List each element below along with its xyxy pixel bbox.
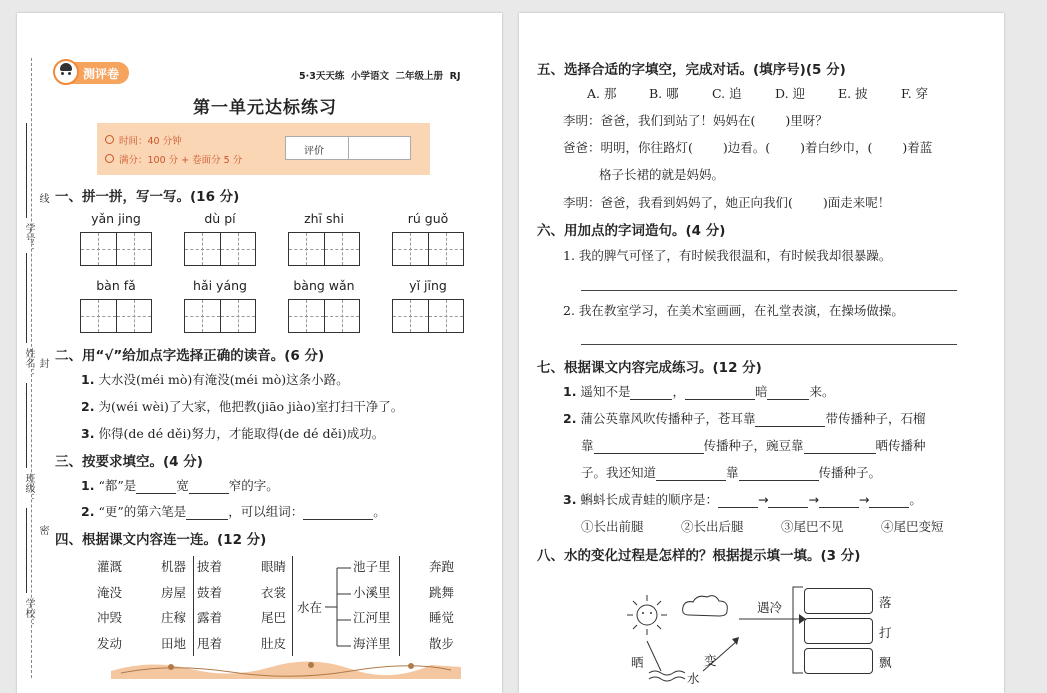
section-8-title: 八、水的变化过程是怎样的？根据提示填一填。(3 分) — [537, 548, 861, 564]
s8-answer-box-1[interactable] — [804, 588, 873, 614]
s7-item-2a: 2. 蒲公英靠风吹传播种子，苍耳靠 带传播种子，石榴 — [563, 411, 926, 426]
blank[interactable] — [768, 495, 808, 508]
s8-answer-box-3[interactable] — [804, 648, 873, 674]
xuehao-line — [26, 123, 27, 218]
section-1-title: 一、拼一拼，写一写。(16 分) — [55, 189, 240, 205]
s6-answer-line-1[interactable] — [581, 290, 957, 291]
time-limit: 时间：40 分钟 — [119, 136, 182, 147]
worksheet-page-left — [17, 13, 502, 693]
bian-label: 变 — [704, 653, 717, 668]
section-5-title: 五、选择合适的字填空，完成对话。(填序号)(5 分) — [537, 62, 846, 78]
s7-opt-2: ②长出后腿 — [681, 519, 744, 534]
evaluation-box — [285, 136, 411, 160]
info-box — [97, 123, 430, 175]
s6-item-2: 2. 我在教室学习，在美术室画画，在礼堂表演，在操场做操。 — [563, 303, 904, 318]
s6-item-1: 1. 我的脾气可怪了，有时候我很温和，有时候我却很暴躁。 — [563, 248, 892, 263]
s7-item-2b: 靠 传播种子，豌豆靠 晒传播种 — [581, 438, 926, 453]
pinyin-4: rú guǒ — [407, 211, 449, 226]
s4-bracket — [323, 559, 353, 655]
s8-bracket — [791, 585, 805, 675]
s3-item-1: 1. “都”是 宽 窄的字。 — [81, 478, 279, 493]
pinyin-6: hǎi yáng — [193, 278, 247, 293]
s4-col-2: 机器 房屋 庄稼 田地 — [161, 559, 187, 651]
s5-dialog-3: 李明：爸爸，我看到妈妈了，她正向我们( )面走来呢！ — [563, 195, 891, 210]
side-label-xingming: 姓名： — [23, 348, 34, 378]
s5-dialog-2-cont: 格子长裙的就是妈妈。 — [599, 167, 725, 182]
section-4-title: 四、根据课文内容连一连。(12 分) — [55, 532, 267, 548]
banji-line — [26, 383, 27, 468]
s4-divider-2 — [292, 556, 293, 656]
badge — [55, 62, 129, 84]
s8-label-da: 打 — [879, 625, 892, 640]
blank[interactable] — [869, 495, 909, 508]
badge-label: 测评卷 — [83, 67, 120, 81]
clock-icon — [105, 135, 114, 144]
blank[interactable] — [303, 507, 373, 520]
xuexiao-line — [26, 508, 27, 593]
s2-item-2: 2. 为(wéi wèi)了大家，他把教(jiāo jiào)室打扫干净了。 — [81, 399, 404, 414]
s4-divider-3 — [399, 556, 400, 656]
s7-item-3: 3. 蝌蚪长成青蛙的顺序是： → → → 。 — [563, 492, 922, 507]
s5-dialog-2: 爸爸：明明，你往路灯( )边看。( )着白纱巾，( )着蓝 — [563, 140, 933, 155]
blank[interactable] — [594, 441, 704, 454]
pinyin-5: bàn fǎ — [96, 278, 136, 293]
s4-col-4: 眼睛 衣裳 尾巴 肚皮 — [261, 559, 287, 651]
blank[interactable] — [630, 387, 672, 400]
section-3-title: 三、按要求填空。(4 分) — [55, 454, 203, 470]
arrow-icon: → — [858, 492, 870, 507]
s5-dialog-1: 李明：爸爸，我们到站了！妈妈在( )里呀？ — [563, 113, 828, 128]
blank[interactable] — [767, 387, 809, 400]
side-mark-feng: 封 — [37, 358, 48, 368]
s7-item-2c: 子。我还知道 靠 传播种子。 — [581, 465, 882, 480]
s5-option-d: D. 迎 — [775, 86, 806, 101]
blank[interactable] — [189, 481, 229, 494]
side-label-banji: 班级： — [23, 473, 34, 503]
side-mark-mi: 密 — [37, 525, 48, 535]
writing-grid-2[interactable] — [184, 232, 256, 266]
s5-option-c: C. 追 — [712, 86, 742, 101]
s4-col-1: 灌溉 淹没 冲毁 发动 — [97, 559, 123, 651]
shui-label: 水 — [687, 671, 700, 686]
writing-grid-4[interactable] — [392, 232, 464, 266]
side-label-xuehao: 学号： — [23, 223, 34, 253]
blank[interactable] — [186, 507, 228, 520]
s5-option-a: A. 那 — [587, 86, 617, 101]
writing-grid-7[interactable] — [288, 299, 360, 333]
blank[interactable] — [656, 468, 726, 481]
xingming-line — [26, 253, 27, 343]
section-2-title: 二、用“√”给加点字选择正确的读音。(6 分) — [55, 348, 325, 364]
shai-label: 晒 — [631, 655, 644, 670]
blank[interactable] — [819, 495, 859, 508]
full-score: 满分：100 分 + 卷面分 5 分 — [119, 155, 243, 166]
s2-item-3: 3. 你得(de dé děi)努力，才能取得(de dé děi)成功。 — [81, 426, 385, 441]
evaluation-label: 评价 — [304, 146, 324, 157]
s5-option-e: E. 披 — [838, 86, 868, 101]
check-icon — [105, 154, 114, 163]
yuleng-label: 遇冷 — [757, 600, 783, 615]
arrow-icon: → — [808, 492, 819, 507]
pinyin-2: dù pí — [204, 211, 236, 226]
pinyin-7: bàng wǎn — [293, 278, 355, 293]
s4-col-6: 奔跑 跳舞 睡觉 散步 — [429, 559, 455, 651]
side-mark-xian: 线 — [37, 193, 48, 203]
s4-col-5: 池子里 小溪里 江河里 海洋里 — [353, 559, 391, 651]
s8-label-piao: 飘 — [879, 655, 892, 670]
s3-item-2: 2. “更”的第六笔是 ，可以组词： 。 — [81, 504, 386, 519]
s4-divider-1 — [193, 556, 194, 656]
pinyin-3: zhī shi — [304, 211, 344, 226]
s6-answer-line-2[interactable] — [581, 344, 957, 345]
writing-grid-5[interactable] — [80, 299, 152, 333]
blank[interactable] — [804, 441, 876, 454]
s7-opt-4: ④尾巴变短 — [881, 519, 944, 534]
blank[interactable] — [685, 387, 755, 400]
worksheet-page-right — [519, 13, 1004, 693]
page-title: 第一单元达标练习 — [193, 98, 337, 118]
s7-opt-3: ③尾巴不见 — [781, 519, 844, 534]
s7-opt-1: ①长出前腿 — [581, 519, 644, 534]
mascot-icon — [53, 59, 79, 85]
section-7-title: 七、根据课文内容完成练习。(12 分) — [537, 360, 762, 376]
s7-item-1: 1. 遥知不是 ， 暗 来。 — [563, 384, 835, 399]
blank[interactable] — [718, 495, 758, 508]
cloud-icon — [679, 591, 733, 621]
blank[interactable] — [739, 468, 819, 481]
s8-answer-box-2[interactable] — [804, 618, 873, 644]
writing-grid-6[interactable] — [184, 299, 256, 333]
s4-col-3: 披着 鼓着 露着 甩着 — [197, 559, 223, 651]
header-info: 5·3天天练 小学语文 二年级上册 RJ — [299, 71, 461, 82]
arrow-icon: → — [757, 492, 769, 507]
s4-center: 水在 — [297, 600, 323, 615]
s5-option-b: B. 哪 — [649, 86, 679, 101]
writing-grid-3[interactable] — [288, 232, 360, 266]
section-6-title: 六、用加点的字词造句。(4 分) — [537, 223, 726, 239]
footer-decoration — [111, 655, 461, 679]
side-label-xuexiao: 学校： — [23, 598, 34, 628]
writing-grid-8[interactable] — [392, 299, 464, 333]
pinyin-8: yǐ jīng — [409, 278, 447, 293]
s2-item-1: 1. 大水没(méi mò)有淹没(méi mò)这条小路。 — [81, 372, 349, 387]
writing-grid-1[interactable] — [80, 232, 152, 266]
blank[interactable] — [136, 481, 176, 494]
water-wave-icon — [647, 668, 691, 686]
pinyin-1: yǎn jing — [91, 211, 141, 226]
s8-label-luo: 落 — [879, 595, 892, 610]
blank[interactable] — [755, 414, 825, 427]
s5-option-f: F. 穿 — [901, 86, 929, 101]
